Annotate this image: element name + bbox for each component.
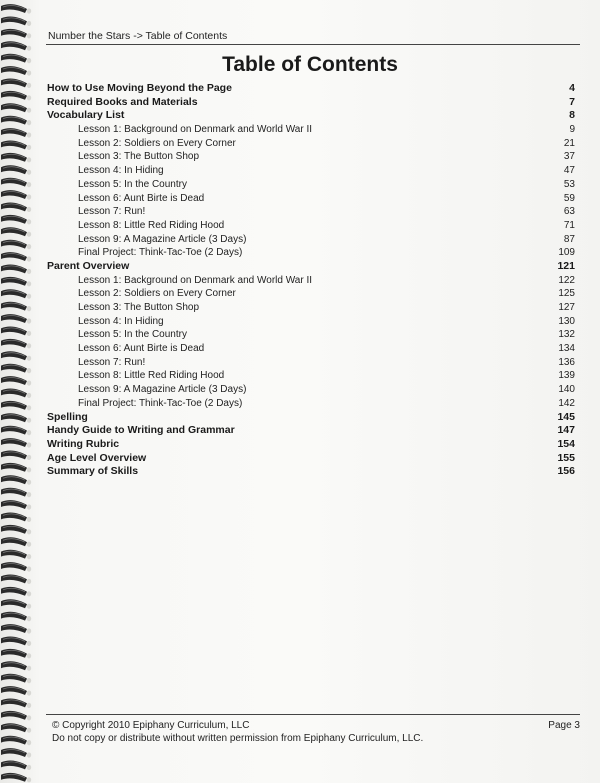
page-title: Table of Contents bbox=[222, 53, 398, 76]
toc-lesson-entry bbox=[47, 205, 575, 219]
toc-entry-label: Lesson 3: The Button Shop bbox=[78, 151, 200, 163]
toc-lesson-entry bbox=[47, 150, 575, 164]
toc-lesson-entry bbox=[47, 328, 575, 342]
toc-entry-label: Writing Rubric bbox=[47, 437, 120, 450]
toc-entry-page: 87 bbox=[563, 233, 575, 245]
toc-entry-label: Lesson 5: In the Country bbox=[78, 329, 187, 341]
toc-entry-page: 147 bbox=[557, 424, 575, 437]
toc-entry-page: 154 bbox=[557, 437, 575, 450]
toc-entry-page: 134 bbox=[558, 343, 575, 355]
running-header: Number the Stars -> Table of Contents bbox=[48, 30, 228, 42]
toc-section-entry bbox=[47, 82, 575, 96]
toc-section-entry bbox=[47, 438, 575, 452]
toc-entry-page: 122 bbox=[558, 274, 575, 286]
toc-entry-label: Vocabulary List bbox=[47, 109, 125, 122]
toc-entry-label: Lesson 7: Run! bbox=[78, 356, 146, 368]
distribution-notice: Do not copy or distribute without written permission from Epiphany Curriculum, LLC. bbox=[52, 733, 424, 744]
toc-lesson-entry bbox=[47, 178, 575, 192]
toc-entry-label: Lesson 6: Aunt Birte is Dead bbox=[78, 343, 205, 355]
toc-lesson-entry bbox=[47, 246, 575, 260]
toc-lesson-entry bbox=[47, 397, 575, 411]
toc-entry-label: Lesson 1: Background on Denmark and World War II bbox=[78, 124, 313, 136]
toc-entry-page: 125 bbox=[558, 288, 575, 300]
toc-entry-label: Lesson 3: The Button Shop bbox=[78, 302, 200, 313]
toc-entry-page: 4 bbox=[569, 82, 575, 94]
toc-entry-label: Lesson 8: Little Red Riding Hood bbox=[78, 370, 225, 382]
toc-lesson-entry bbox=[47, 192, 575, 206]
toc-entry-page: 155 bbox=[557, 451, 575, 464]
toc-lesson-entry bbox=[47, 164, 575, 178]
toc-entry-page: 130 bbox=[558, 315, 575, 327]
toc-entry-page: 53 bbox=[563, 178, 575, 190]
toc-lesson-entry bbox=[47, 287, 575, 301]
toc-entry-page: 139 bbox=[558, 370, 575, 382]
toc-lesson-entry bbox=[47, 301, 575, 315]
toc-section-entry bbox=[47, 96, 575, 110]
toc-entry-page: 21 bbox=[563, 137, 575, 149]
toc-entry-label: Lesson 9: A Magazine Article (3 Days) bbox=[78, 233, 247, 245]
toc-entry-page: 140 bbox=[558, 384, 575, 396]
toc-entry-label: Parent Overview bbox=[47, 259, 130, 272]
toc-entry-page: 47 bbox=[563, 165, 575, 177]
toc-entry-label: Spelling bbox=[47, 410, 88, 423]
toc-entry-page: 7 bbox=[569, 95, 575, 108]
toc-section-entry bbox=[47, 260, 575, 274]
toc-entry-page: 142 bbox=[558, 397, 575, 409]
toc-section-entry bbox=[47, 452, 575, 466]
toc-entry-label: Lesson 4: In Hiding bbox=[78, 165, 164, 177]
toc-lesson-entry bbox=[47, 383, 575, 397]
toc-entry-label: Lesson 5: In the Country bbox=[78, 178, 187, 190]
toc-entry-page: 145 bbox=[557, 410, 575, 423]
toc-entry-page: 156 bbox=[557, 465, 575, 478]
toc-lesson-entry bbox=[47, 315, 575, 329]
toc-entry-page: 37 bbox=[563, 151, 575, 163]
toc-entry-page: 121 bbox=[557, 259, 575, 272]
spiral-binding-icon bbox=[0, 0, 34, 783]
toc-section-entry bbox=[47, 465, 575, 479]
toc-entry-page: 132 bbox=[558, 329, 575, 341]
toc-lesson-entry bbox=[47, 233, 575, 247]
page-number: Page 3 bbox=[548, 720, 580, 731]
toc-entry-label: Handy Guide to Writing and Grammar bbox=[47, 424, 235, 437]
toc-entry-label: Lesson 2: Soldiers on Every Corner bbox=[78, 137, 236, 149]
toc-entry-label: Lesson 2: Soldiers on Every Corner bbox=[78, 288, 236, 300]
toc-entry-label: Lesson 6: Aunt Birte is Dead bbox=[78, 192, 205, 204]
copyright-line: © Copyright 2010 Epiphany Curriculum, LLC bbox=[52, 720, 250, 731]
toc-entry-label: Summary of Skills bbox=[47, 465, 139, 478]
toc-lesson-entry bbox=[47, 356, 575, 370]
toc-section-entry bbox=[47, 424, 575, 438]
toc-lesson-entry bbox=[47, 369, 575, 383]
toc-lesson-entry bbox=[47, 342, 575, 356]
toc-entry-label: Lesson 8: Little Red Riding Hood bbox=[78, 219, 225, 231]
toc-entry-page: 127 bbox=[558, 302, 575, 313]
toc-entry-page: 59 bbox=[563, 192, 575, 204]
toc-entry-page: 8 bbox=[569, 109, 575, 122]
toc-entry-page: 71 bbox=[563, 219, 575, 231]
toc-entry-label: Age Level Overview bbox=[47, 451, 147, 464]
toc-entry-label: Final Project: Think-Tac-Toe (2 Days) bbox=[78, 247, 243, 259]
toc-entry-label: Lesson 9: A Magazine Article (3 Days) bbox=[78, 384, 247, 396]
toc-entry-label: Final Project: Think-Tac-Toe (2 Days) bbox=[78, 397, 243, 409]
toc-entry-page: 9 bbox=[569, 124, 575, 136]
toc-lesson-entry bbox=[47, 219, 575, 233]
toc-entry-page: 63 bbox=[563, 206, 575, 218]
toc-entry-label: Required Books and Materials bbox=[47, 95, 198, 108]
toc-entry-label: How to Use Moving Beyond the Page bbox=[47, 82, 232, 94]
toc-section-entry bbox=[47, 411, 575, 425]
footer-divider bbox=[46, 714, 580, 715]
toc-lesson-entry bbox=[47, 274, 575, 288]
toc-entry-label: Lesson 4: In Hiding bbox=[78, 315, 164, 327]
toc-entry-page: 109 bbox=[558, 247, 575, 259]
toc-lesson-entry bbox=[47, 137, 575, 151]
toc-entry-label: Lesson 1: Background on Denmark and World War II bbox=[78, 274, 313, 286]
footer bbox=[52, 719, 580, 745]
table-of-contents bbox=[47, 82, 575, 479]
header-divider bbox=[46, 44, 580, 45]
toc-entry-label: Lesson 7: Run! bbox=[78, 206, 146, 218]
toc-entry-page: 136 bbox=[558, 356, 575, 368]
toc-lesson-entry bbox=[47, 123, 575, 137]
toc-section-entry bbox=[47, 109, 575, 123]
